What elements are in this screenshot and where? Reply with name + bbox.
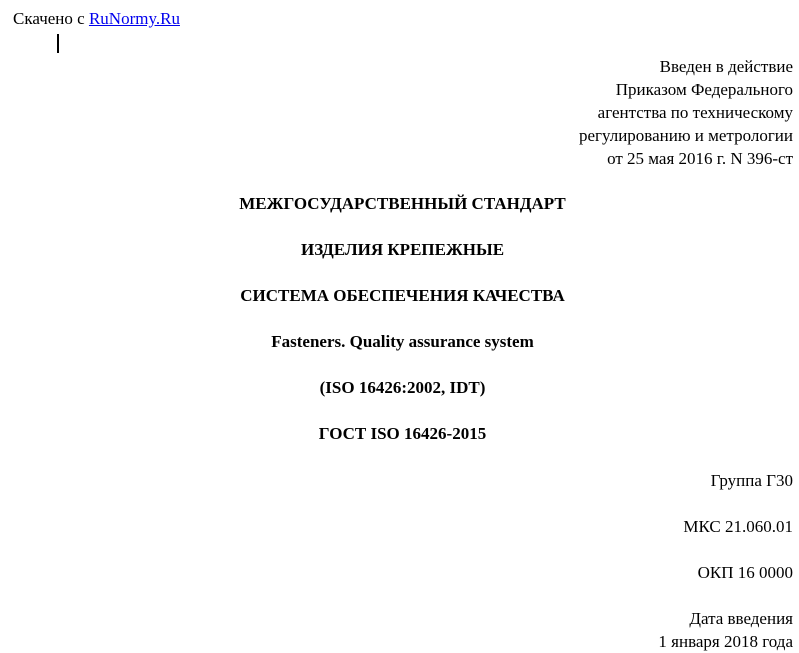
- enactment-line: агентства по техническому: [597, 103, 793, 122]
- source-prefix: Скачено с: [13, 9, 89, 28]
- group-code: Группа Г30: [710, 471, 793, 490]
- product-title: ИЗДЕЛИЯ КРЕПЕЖНЫЕ: [300, 240, 505, 259]
- text-cursor: [57, 34, 59, 53]
- mks-code: МКС 21.060.01: [683, 517, 793, 536]
- iso-reference: (ISO 16426:2002, IDT): [319, 378, 486, 397]
- okp-code: ОКП 16 0000: [697, 563, 793, 582]
- introduction-date-block: [658, 607, 793, 653]
- enactment-line: от 25 мая 2016 г. N 396-ст: [607, 149, 793, 168]
- enactment-line: Введен в действие: [659, 57, 793, 76]
- system-title: СИСТЕМА ОБЕСПЕЧЕНИЯ КАЧЕСТВА: [240, 286, 565, 305]
- enactment-line: регулированию и метрологии: [578, 126, 793, 145]
- introduction-date: 1 января 2018 года: [658, 632, 793, 651]
- runormy-link[interactable]: RuNormy.Ru: [88, 9, 180, 28]
- introduction-label: Дата введения: [689, 609, 793, 628]
- enactment-line: Приказом Федерального: [615, 80, 793, 99]
- source-line: [13, 9, 180, 29]
- english-title: Fasteners. Quality assurance system: [271, 332, 534, 351]
- standard-type-title: МЕЖГОСУДАРСТВЕННЫЙ СТАНДАРТ: [239, 194, 566, 213]
- gost-designation: ГОСТ ISO 16426-2015: [318, 424, 487, 443]
- enactment-block: [579, 55, 793, 170]
